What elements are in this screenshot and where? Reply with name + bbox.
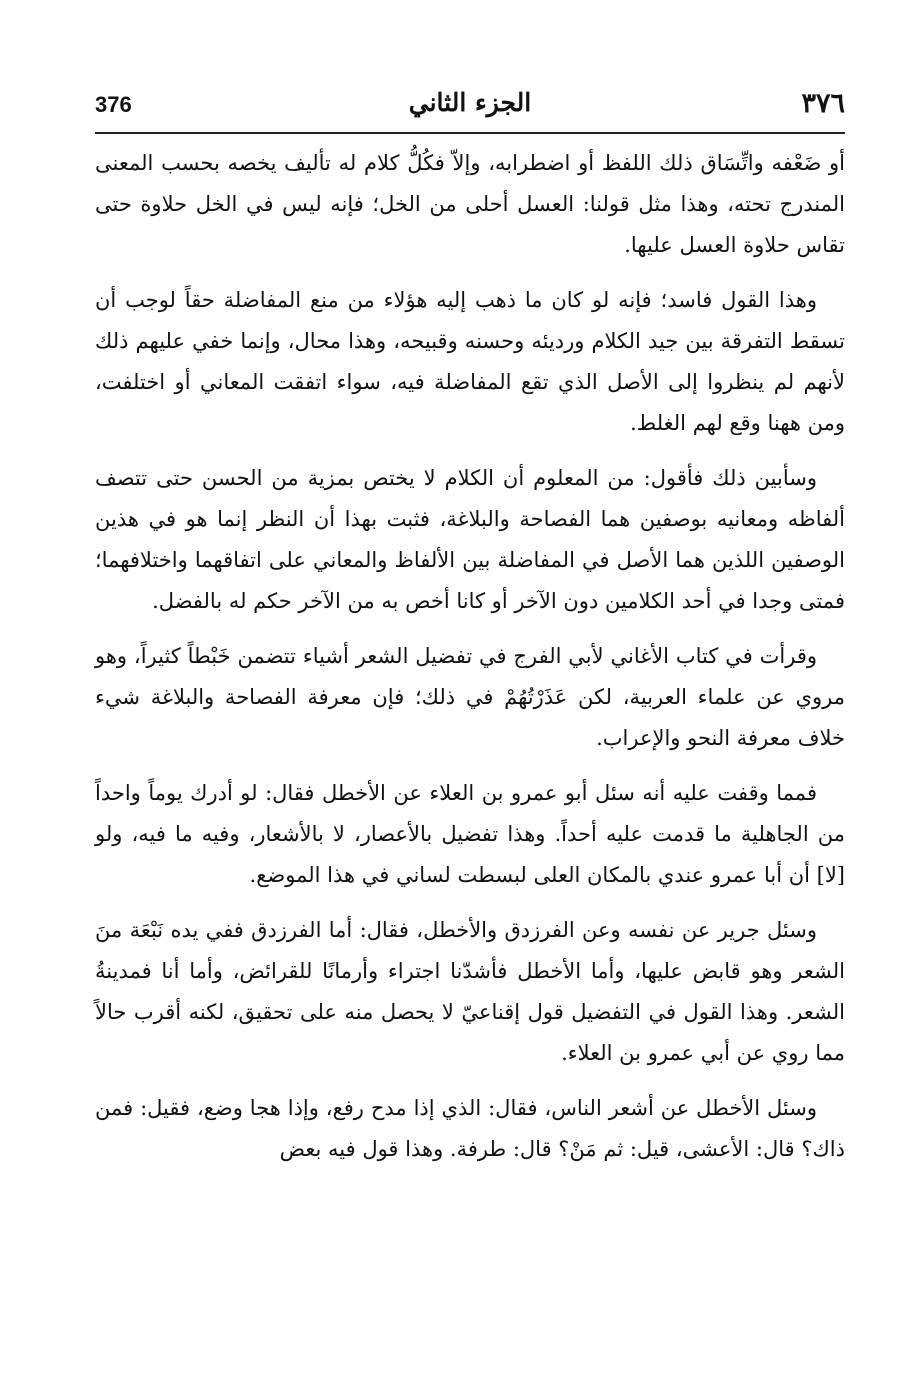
paragraph: وسأبين ذلك فأقول: من المعلوم أن الكلام لا يختص بمزية من الحسن حتى تتصف ألفاظه ومعانيه بوصفين هما الفصاحة والبلاغة، فثبت بهذا أن النظر إنما هو في هذين الوصفين اللذين هما الأصل في المفاضلة بين الألفاظ والمعاني على اتفاقهما واختلافهما؛ فمتى وجدا في أحد الكلامين دون الآخر أو كانا أخص به من الآخر حكم له بالفضل. — [95, 466, 845, 613]
page-body — [95, 143, 845, 1170]
page-header — [95, 88, 845, 134]
paragraph: فمما وقفت عليه أنه سئل أبو عمرو بن العلاء عن الأخطل فقال: لو أدرك يوماً واحداً من الجاهلية ما قدمت عليه أحداً. وهذا تفضيل بالأعصار، لا بالأشعار، وفيه ما فيه، ولو [لا] أن أبا عمرو عندي بالمكان العلى لبسطت لساني في هذا الموضع. — [95, 781, 845, 887]
paragraph-continuation: أو ضَعْفه واتِّسَاق ذلك اللفظ أو اضطرابه، وإلاّ فكُلُّ كلام له تأليف يخصه بحسب المعنى المندرج تحته، وهذا مثل قولنا: العسل أحلى من الخل؛ فإنه ليس في الخل حلاوة حتى تقاس حلاوة العسل عليها. — [95, 151, 845, 257]
page-number-latin: 376 — [95, 92, 132, 117]
running-title: الجزء الثاني — [408, 88, 532, 117]
page-number-arabic: ٣٧٦ — [801, 88, 845, 119]
paragraph: وسئل الأخطل عن أشعر الناس، فقال: الذي إذا مدح رفع، وإذا هجا وضع، فقيل: فمن ذاك؟ قال: الأعشى، قيل: ثم مَنْ؟ قال: طرفة. وهذا قول فيه بعض — [95, 1096, 845, 1161]
paragraph: وقرأت في كتاب الأغاني لأبي الفرج في تفضيل الشعر أشياء تتضمن خَبْطاً كثيراً، وهو مروي عن علماء العربية، لكن عَذَرْتُهُمْ في ذلك؛ فإن معرفة الفصاحة والبلاغة شيء خلاف معرفة النحو والإعراب. — [95, 644, 845, 750]
paragraph: وسئل جرير عن نفسه وعن الفرزدق والأخطل، فقال: أما الفرزدق ففي يده نَبْعَة منَ الشعر وهو قابض عليها، وأما الأخطل فأشدّنا اجتراء وأرمانًا للقرائض، وأما أنا فمدينةُ الشعر. وهذا القول في التفضيل قول إقناعيّ لا يحصل منه على تحقيق، لكنه أقرب حالاً مما روي عن أبي عمرو بن العلاء. — [95, 918, 845, 1065]
paragraph: وهذا القول فاسد؛ فإنه لو كان ما ذهب إليه هؤلاء من منع المفاضلة حقاً لوجب أن تسقط التفرقة بين جيد الكلام ورديئه وحسنه وقبيحه، وهذا محال، وإنما خفي عليهم ذلك لأنهم لم ينظروا إلى الأصل الذي تقع المفاضلة فيه، سواء اتفقت المعاني أو اختلفت، ومن ههنا وقع لهم الغلط. — [95, 288, 845, 435]
